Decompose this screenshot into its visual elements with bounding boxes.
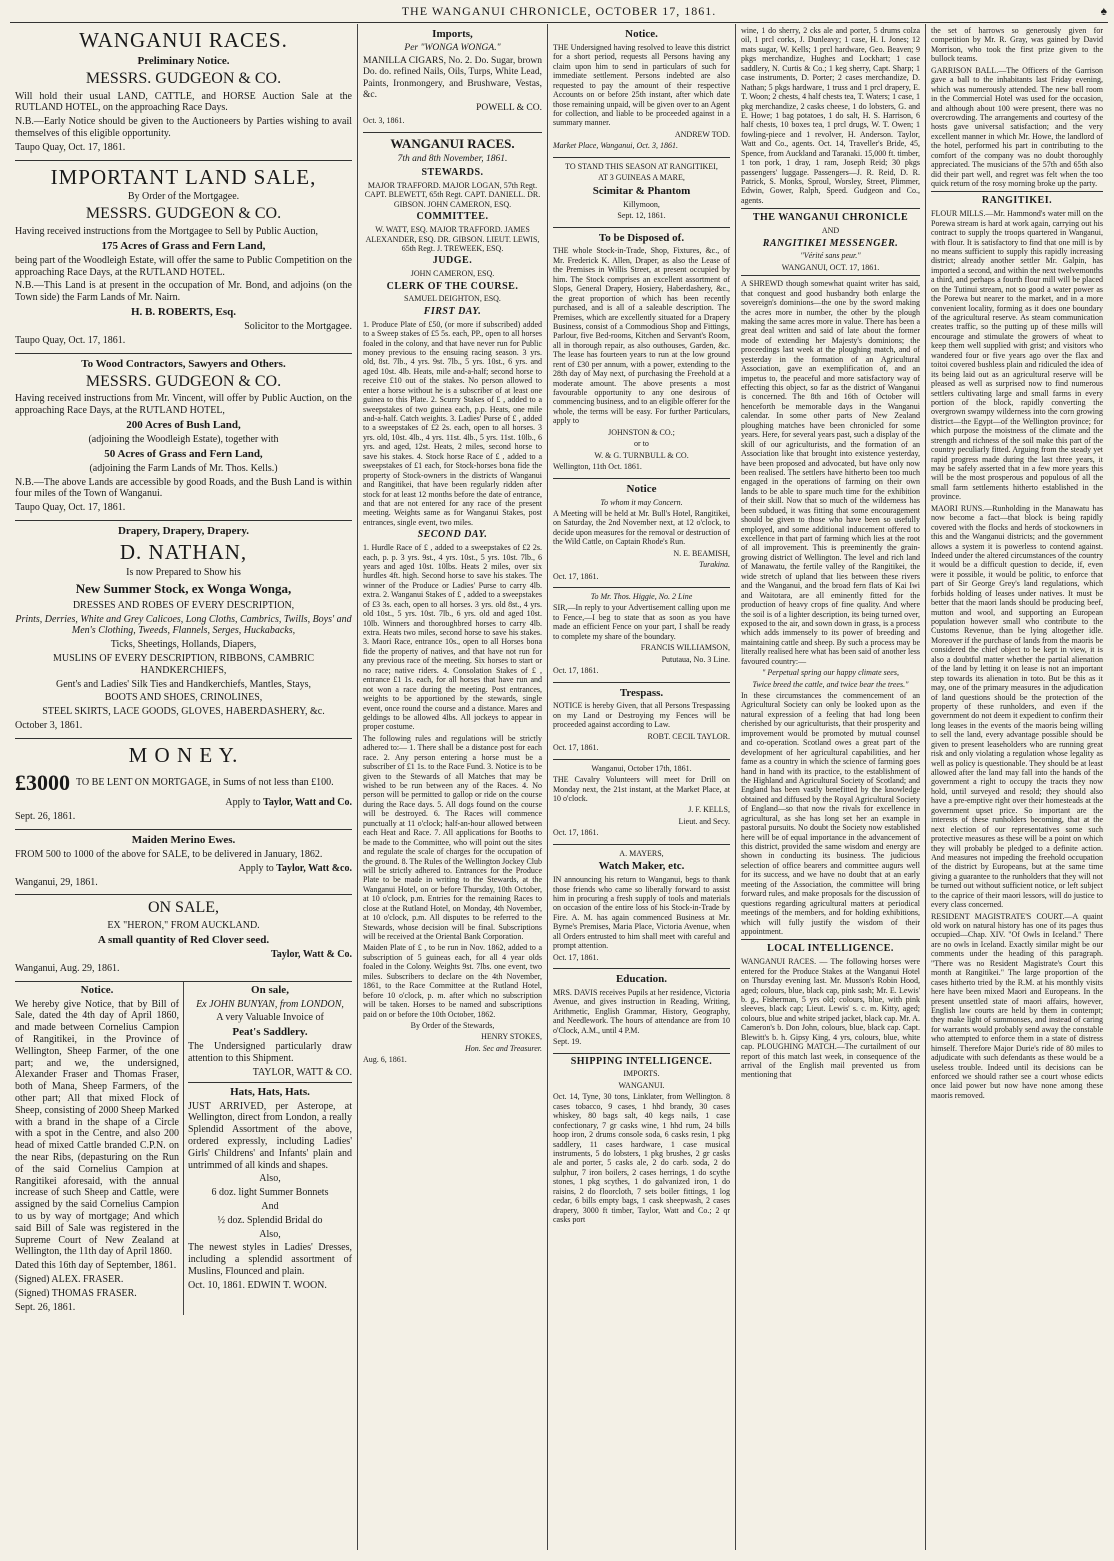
stewards-heading: STEWARDS. [421, 167, 484, 179]
hats-also2: Also, [259, 1228, 281, 1240]
editorial-body2: In these circumstances the commencement of an Agricultural Society can only be looked upon as the natural expression of a feeling that had long been cherished by our agriculturists, that their prosperity and improvement would be promoted by mutual counsel and co-operation. Scotland owes a great part of the development of her agricultural capabilities, and her fame as a country in which the science of farming goes hand in hand with its practice, to the establishment of the Highland and Agricultural Society of Scotland; and England has been vastly benefitted by the knowledge obtained and diffused by the Royal Agricultural Society of England—so that now the rivals for excellence in agricultural, as she has long set her an example in pastoral pursuits. No doubt the Society now established here will be of equal importance in the advancement of this district, provided the same wisdom and energy are shown in conducting its business. The judicious selection of office bearers and committee augurs well for its success, and we have no doubt that at an early meeting of the Association, the committee will bring forward rules, and make proposals for the discussion of questions regarding agricultural matters at periodical meetings of the members, and for holding exhibitions, which will fully justify the wisdom of their appointment. [741, 691, 920, 936]
wood-date: Taupo Quay, Oct. 17, 1861. [15, 502, 126, 514]
shipping-body: Oct. 14, Tyne, 30 tons, Linklater, from Wellington. 8 cases tobacco, 9 cases, 1 hhd brandy, 30 cases whiskey, 80 bags salt, 40 kegs nails, 1 case confectionary, 7 gr casks wine, 1 hhd rum, 24 bills hoop iron, 2 drums console soda, 6 casks resin, 1 pkg saddlery, 11 cases hardware, 1 case musical instruments, 5 do lobsters, 1 pkg brushes, 2 gr casks ale and porter, 5 casks ale, 2 do carb. soda, 2 do sulphur, 7 iron boilers, 2 cases herrings, 1 do scythe stones, 1 pkg scythes, 1 do galvanized iron, 1 do raisins, 2 do floorcloth, 7 sets boiler fittings, 1 log cedar, 6 bills empty bags, 1 cask sheepwash, 2 cases drapery, 3000 ft timber, Taylor, Watt and Co.; 2 qr casks port [553, 1092, 730, 1225]
merino-title: Maiden Merino Ewes. [131, 834, 236, 847]
land-sale-ad [15, 161, 352, 354]
rangitikei-heading: RANGITIKEI. [981, 195, 1053, 207]
races-firm: MESSRS. GUDGEON & CO. [85, 69, 282, 87]
editorial-masthead [741, 212, 920, 272]
merino-ad [15, 830, 352, 895]
race-programme [363, 136, 542, 1065]
cavalry-signer: J. F. KELLS, [688, 805, 730, 815]
wood-contractors-ad [15, 354, 352, 521]
masthead-title: THE WANGANUI CHRONICLE, OCTOBER 17, 1861. [401, 4, 717, 18]
editorial-poem-line1: " Perpetual spring our happy climate sees, [762, 668, 899, 678]
rules-body: The following rules and regulations will be strictly adhered to:— 1. There shall be a distance post for each race. 2. Any person entering a horse must be a subscriber of £1 1s. to the Race Fund. 3. Notice is to be given to the Stewards of all Matches that may be wished to be run between any of the Races. 4. No person will be permitted to gallop or ride on the course during the Race days. 5. All dogs found on the course will be destroyed. 6. The Races will commence punctually at 11 o'clock; half-an-hour allowed between each Heat and Race. 7. All applications for Booths to be made to the Committee, who will point out the sites and regulate the scale of charges for the occupation of the ground. 8. The Rules of the Wellington Jockey Club will be strictly adhered to. Entrances for the Produce Plate to be made in writing to the Stewards, at the Wanganui Hotel, on or before Thursday, 10th October, at 10 o'clock, p.m. Entries for the remaining Races to close at the Rutland Hotel, on Monday, 4th November, at 10 o'clock, p.m. All disputes to be referred to the Stewards, whose decision will be final. Subscriptions will be received at the Oriental Bank Corporation. [363, 733, 542, 941]
imports-body: MANILLA CIGARS, No. 2. Do. Sugar, brown Do. do. refined Nails, Oils, Turps, White Lead, Paints, Ironmongery, and Brushware, Vestas, &c. [363, 56, 542, 100]
cavalry-notice [553, 760, 730, 845]
onsale-title: ON SALE, [147, 899, 220, 917]
column-5 [926, 24, 1108, 1550]
drapery-l5: Gent's and Ladies' Silk Ties and Handkerchiefs, Mantles, Stays, [56, 678, 311, 690]
dispose-f2: W. & G. TURNBULL & CO. [594, 450, 689, 460]
land-sale-body: Having received instructions from the Mortgagee to Sell by Public Auction, [15, 226, 318, 238]
column-3 [548, 24, 736, 1550]
editorial-date: WANGANUI, OCT. 17, 1861. [781, 262, 880, 272]
land-sale-title: IMPORTANT LAND SALE, [50, 164, 317, 189]
cavalry-date: Oct. 17, 1861. [553, 828, 599, 838]
maiden-body: Maiden Plate of £ , to be run in Nov. 1862, added to a subscription of 5 guineas each, for all 4 year olds foaled in the Colony. Weights 9st. 7lbs. one event, two miles. Subscribers to declare on the 4th November, 1861, to the Race Committee at the Rutland Hotel, before 10 o'clock, p. m. after which no subscription will be taken. Horses to be named and subscriptions paid on or before the 10th October, 1862. [363, 943, 542, 1019]
editorial-masthead-title: THE WANGANUI CHRONICLE [752, 212, 909, 224]
tod-signer: ANDREW TOD. [674, 129, 730, 139]
day2-body: 1. Hurdle Race of £ , added to a sweepstakes of £2 2s. each, p. p. 3 yrs. 9st., 4 yrs. 10st., 5 yrs. 10st. 7lb., 6 years and aged 10st. 10lbs. Heats 2 miles, over six hurdles 4ft. high. Second horse to save his stakes. The winner of the Produce or Ladies' Purse to carry 4lb. extra. 2. Wanganui Stakes of £ , added to a sweepstakes of £3 3s. each, open to all horses. 3 yrs. old 8st., 4 yrs. old 10st., 5 yrs. 10st. 7lb., 6 yrs. old and aged 10st. 10lb. Winners and thoroughbred horses to carry 4lb. extra. Heats two miles, second horse to save his stakes. 3. Maori Race, entrance 10s., open to all Horses bona fide the property of natives, and that have not run for any previous race of the meeting. Six horses to start or no race; native riders. 4. Consolation Stakes of £ , entrance £1 1s. each, for all horses that have run and not won a race during the meeting. Post entrances, weights to be apportioned by the stewards, single event, once round the course and a distance. Mares and geldings to be allowed 4lbs. All jockeys to appear in proper costume. [363, 543, 542, 732]
editorial-masthead-and: AND [821, 226, 840, 236]
cavalry-heading: Wanganui, October 17th, 1861. [591, 763, 692, 773]
cattle-place: Turakina. [699, 560, 730, 570]
tod-date: Market Place, Wanganui, Oct. 3, 1861. [553, 141, 679, 151]
programme-date: Aug. 6, 1861. [363, 1055, 407, 1065]
onsale-body: A small quantity of Red Clover seed. [97, 934, 270, 947]
drapery-l7: STEEL SKIRTS, LACE GOODS, GLOVES, HABERDASHERY, &c. [42, 706, 325, 718]
editorial-poem-line2: Twice breed the cattle, and twice bear the trees." [752, 679, 909, 689]
watch-date: Oct. 17, 1861. [553, 952, 599, 962]
saddlery-hats-ads [183, 982, 352, 1316]
drapery-l1: DRESSES AND ROBES OF EVERY DESCRIPTION, [72, 599, 295, 611]
notice-dated: Dated this 16th day of September, 1861. [15, 1260, 177, 1272]
money-ad [15, 739, 352, 830]
editorial-body: A SHREWD though somewhat quaint writer has said, that conquest and good husbandry both enlarge the sovereign's dominions—the one by the sword making the acres more in number, the other by the plough making the same acres more in value. There has been a great deal written and said of late about the former mode of extending her Majesty's dominions; the proceedings last week at the ploughing match, and of yesterday in the formation of an Agricultural Association, gave an exemplification of, and an impetus to, the peaceful and more satisfactory way of effecting this object, so far as the district of Wanganui is concerned. The 8th and 16th of October will henceforth be memorable days in the Wanganui calendar. In some other parts of New Zealand ploughing matches have been chronicled for some years. Here, for several years past, such a display of the skill of our agriculturists, and the formation of an Association like that brought into existence yesterday, have been proposed and advocated, but have only now been realised. The settlers have hitherto been too much engaged in the operations of farming on their own lands to be able to spare much time for the exhibition of their skill. Now that so much of the wilderness has been subdued, it was fitting that some encouragement should be given to those who have been so usefully employed, and some additional inducement offered to excellence in that part of farming which lies at the root of all improvement. This is preeminently the grain-growing district of Wellington. The level and rich land of Manawatu, the fertile valley of the Rangitikei, the wide stretch of upland that lies between these rivers and the Wanganui, and the broad fern flats of Kai Iwi and Waitotara, are all eminently fitted for the production of heavy crops of fine quality. And where the soil is of a lighter description, its being turned over, exposed to the air, and sown down in grass, is a process which adds immensely to its power of breeding and maintaining cattle and sheep. By such a process may be literally realised here what has been said of another less favoured country:— [741, 279, 920, 666]
trespass-body: NOTICE is hereby Given, that all Persons Trespassing on my Land or Destroying my Fences will be proceeded against according to Law. [553, 701, 730, 730]
races-subtitle: Preliminary Notice. [137, 54, 230, 67]
garrison-ball-paragraph: GARRISON BALL.—The Officers of the Garrison gave a ball to the inhabitants last Friday evening, which was numerously attended. The new ball room in the Commercial Hotel was used for the occasion, and although about 100 were present, there was no overcrowding. The arrangements and courtesy of the hosts gave universal satisfaction; and the very excellent manner in which Mr. Howe, the landlord of the hotel, performed his part in contributing to the comfort of the company was no doubt thoroughly appreciated. The musicians of the 57th and 65th also did their part well, and regret was felt when the too quick return of the rosy morning broke up the party. [931, 65, 1103, 188]
harrows-paragraph: the set of harrows so generously given for competition by Mr. R. Gray, was gained by David Morrison, who took the first prize given to the bullock teams. [931, 26, 1103, 64]
page-marker: ♠ [1100, 4, 1108, 18]
local-intelligence-body: WANGANUI RACES. — The following horses were entered for the Produce Stakes at the Wanganui Hotel on Thursday evening last. Mr. Musson's Robin Hood, aged; colours, blue, black cap, pink sash; Mr. E. Lewis' b. g., Fisherman, 5 yrs old; colours, blue, with pink sleeves, black cap; Lieut. Lewis' s. c. m. Kitty, aged; colours, blue and white striped jacket, black cap. Mr. A. Cameron's b. Don John, colours, blue, black cap. Capt. Blewitt's b. h. Gipsy King, 4 yrs, colours, blue, white cap. PLOUGHING MATCH.—The curtailment of our report of this match last week, in consequence of the arrival of the English mail prevented us from mentioning that [741, 957, 920, 1080]
masthead [10, 4, 1108, 23]
watch-title: Watch Maker, etc. [598, 860, 685, 873]
education-ad [553, 969, 730, 1054]
drapery-ad [15, 521, 352, 739]
imports-firm: POWELL & CO. [476, 102, 542, 113]
trespass-ad [553, 683, 730, 760]
shipping-place: WANGANUI. [618, 1080, 665, 1090]
order-line: By Order of the Stewards, [410, 1020, 495, 1030]
hats-l1: 6 doz. light Summer Bonnets [211, 1187, 329, 1199]
imports-title: Imports, [432, 28, 473, 40]
committee-heading: COMMITTEE. [416, 211, 489, 223]
money-title: M O N E Y. [128, 742, 239, 767]
judge-heading: JUDGE. [432, 255, 473, 267]
races-title: WANGANUI RACES. [79, 28, 288, 52]
dispose-or: or to [634, 439, 649, 449]
onsale-ad [15, 895, 352, 981]
judge-name: JOHN CAMERON, ESQ. [410, 269, 495, 279]
saddlery-firm: TAYLOR, WATT & CO. [252, 1066, 352, 1078]
editorial-motto: "Vérité sans peur." [800, 251, 861, 261]
money-apply: Apply to [225, 797, 261, 809]
trespass-title: Trespass. [619, 686, 664, 699]
money-amount: £3000 [15, 769, 70, 795]
wood-body: Having received instructions from Mr. Vincent, will offer by Public Auction, on the approaching Race Days, at the RUTLAND HOTEL, [15, 393, 352, 417]
merino-date: Wanganui, 29, 1861. [15, 876, 98, 888]
notice-sig2: (Signed) THOMAS FRASER. [15, 1287, 137, 1299]
shipping-continued: wine, 1 do sherry, 2 cks ale and porter, 5 drums colza oil, 1 prcl corks, J. Dunleavy; 1 case, H. I. Jones; 12 mats sugar, W. Kells; 1 prcl hardware, Geo. Beaven; 9 pkgs merchandize, Hughes and Lockhart; 1 case saddlery, N. Curtis & Co.; 1 keg sherry, Capt. Sharp; 1 case instruments, D. Porter; 2 cases merchandize, D. Nathan; 5 pkgs hardware, 1 truss and 1 prcl drapery, E. T. Woon; 2 chests, 4 half chests tea, T. Waters; 1 case, 1 pkg merchandize, 2 casks cheese, 1 do lobsters, G. and E. Howe; 1 bag potatoes, 1 do salt, H. S. Harrison, 6 half chests, 10 boxes tea, 1 prcl drugs, W. T. Owen; 1 fowling-piece and 1 revolver, H. Anderson. Taylor, Watt and Co., agents. Oct. 14, Traveller's Bride, 45, Spence, from Auckland and Taranaki. 15,000 ft. timber, 1 ton pork, 1 dray, 1 ram, Joseph Reid; 30 pkgs passengers' luggage. Passengers—J. R. Reid, D. R. Patrick, S. Monks, Sproul, Worsley, Street, Plimmer, Edwin, Gower, Ralph, Speed. Gudgeon and Co., agents. [741, 26, 920, 205]
saddlery-ex: Ex JOHN BUNYAN, from LONDON, [196, 998, 344, 1010]
higgie-signer: FRANCIS WILLIAMSON, [640, 643, 730, 653]
notice-body: We hereby give Notice, that by Bill of Sale, dated the 4th day of April 1860, and made between Cornelius Campion of Rangitikei, in the Province of Wellington, Sheep Farmer, of the one part; and we, the undersigned, Alexander Fraser and Thomas Fraser, both of Mana, Sheep Farmers, of the other part; All that mixed Flock of Sheep, consisting of 2000 Sheep Marked with a brand in the shape of a Circle with a spot in the Centre, and also 200 head of mixed Cattle branded C.P.N. on the near Ribs, (depasturing on the Run of the said Cornelius Campion at Rangitikei aforesaid, with the annual increase of such Sheep and Cattle, were assigned by the said Cornelius Campion to us by way of mortgage; And which said Bill of Sale was registered in the Supreme Court of New Zealand at Wellington, the 11th day of April 1860. [15, 998, 179, 1258]
land-sale-date: Taupo Quay, Oct. 17, 1861. [15, 334, 126, 346]
watch-name: A. MAYERS, [619, 848, 664, 858]
wood-lot1: 200 Acres of Bush Land, [126, 418, 241, 431]
tod-body: THE Undersigned having resolved to leave this district for a short period, requests all Persons having any claim upon him to send in particulars of such for immediate settlement. Persons indebted are also requested to pay the amount of their respective Accounts on or before 25th instant, after which date those remaining unpaid, will be given over to an Agent for collection, and liable to be proceeded against in a summary manner. [553, 42, 730, 128]
cattle-signer: N. E. BEAMISH, [673, 548, 730, 558]
hats-body: JUST ARRIVED, per Asterope, at Wellington, direct from London, a really Splendid Assortment of the above, ordered expressly, including Ladies' Girls' Childrens' and Infants' plain and untrimmed of all kinds and shapes. [188, 1100, 352, 1171]
hats-signer: EDWIN T. WOON. [247, 1279, 327, 1291]
races-body: Will hold their usual LAND, CATTLE, and HORSE Auction Sale at the RUTLAND HOTEL, on the approaching Race Days. [15, 90, 352, 114]
dispose-f1: JOHNSTON & CO.; [608, 427, 675, 437]
wood-lot2: 50 Acres of Grass and Fern Land, [104, 447, 263, 460]
tod-title: Notice. [625, 28, 658, 40]
land-sale-by: By Order of the Mortgagee. [127, 191, 240, 203]
drapery-prep: Is now Prepared to Show his [126, 566, 241, 578]
magistrate-court-paragraph: RESIDENT MAGISTRATE'S COURT.—A quaint old work on natural history has one of its pages thus occupied—Chap. XIV. "Of Owls in Iceland." There are no owls in Iceland. Exactly similar might be our comments under the heading of this paragraph. "There was no Resident Magistrate's Court this month at Rangitikei." The large proportion of the cases hitherto tried by the R.M. at his monthly visits here have been mixed Maori and Europeans. In the present unsettled state of maori affairs, however, English law courts are held by them in contempt; they make light of summonses, and instead of caring for warrants would probably send away the constable who attempted to enforce them in a state of distress himself. Therefore Major Durie's ride of 80 miles to adjudicate with such defendants as these would be a useless trouble. Indeed until its decisions can be enforced we should rather see a court whose edicts once laid power but now have none among these maoris removed. [931, 911, 1103, 1100]
editorial-masthead-title2: RANGITIKEI MESSENGER. [762, 237, 899, 249]
stud-place: Killymoon, [623, 199, 660, 209]
education-title: Education. [615, 973, 668, 986]
merino-body: FROM 500 to 1000 of the above for SALE, to be delivered in January, 1862. [15, 849, 323, 861]
hats-title: Hats, Hats, Hats. [230, 1085, 310, 1098]
notice-sig1: (Signed) ALEX. FRASER. [15, 1273, 124, 1285]
local-intelligence-heading: LOCAL INTELLIGENCE. [767, 943, 894, 955]
onsale-firm: Taylor, Watt & Co. [270, 949, 352, 961]
land-sale-signer: H. B. ROBERTS, Esq. [130, 305, 237, 318]
clerk-heading: CLERK OF THE COURSE. [386, 280, 519, 292]
land-sale-firm: MESSRS. GUDGEON & CO. [85, 205, 282, 223]
column-4 [736, 24, 926, 1550]
drapery-l2: Prints, Derries, White and Grey Calicoes, Long Cloths, Cambrics, Twills, Boys' and Men's Clothing, Tweeds, Flannels, Serges, Huckabacks, [15, 613, 352, 637]
imports-date: Oct. 3, 1861. [363, 116, 405, 126]
higgie-date: Oct. 17, 1861. [553, 666, 599, 676]
stud-ad [553, 158, 730, 228]
shipping-sub: IMPORTS. [623, 1069, 660, 1079]
stud-date: Sept. 12, 1861. [617, 211, 666, 221]
wood-firm: MESSRS. GUDGEON & CO. [85, 372, 282, 390]
saddlery-title: On sale, [251, 983, 289, 996]
onsale-ex: EX "HERON," FROM AUCKLAND. [107, 920, 260, 932]
cavalry-body: THE Cavalry Volunteers will meet for Drill on Monday next, the 21st instant, at the Market Place, at 10 o'clock. [553, 775, 730, 803]
wood-title: To Wood Contractors, Sawyers and Others. [81, 357, 286, 370]
hats-l2: ½ doz. Splendid Bridal do [217, 1214, 323, 1226]
cattle-title: Notice [626, 482, 657, 495]
stud-sub: AT 3 GUINEAS A MARE, [598, 173, 685, 183]
column-1 [10, 24, 358, 1550]
drapery-stock: New Summer Stock, ex Wonga Wonga, [75, 581, 292, 597]
tod-notice [553, 24, 730, 158]
money-text: TO BE LENT ON MORTGAGE, in Sums of not less than £100. [76, 776, 334, 788]
money-firm: Taylor, Watt and Co. [263, 797, 352, 809]
imports-per: Per "WONGA WONGA." [404, 42, 501, 53]
cattle-body: A Meeting will be held at Mr. Bull's Hotel, Rangitikei, on Saturday, the 2nd November next, at 12 o'clock, to decide upon measures for the removal or destruction of the Wild Cattle, on Captain Rhode's Run. [553, 508, 730, 547]
programme-title: WANGANUI RACES. [390, 135, 515, 151]
stewards-list: MAJOR TRAFFORD. MAJOR LOGAN, 57th Regt. CAPT. BLEWETT, 65th Regt. CAPT. DANIELL. DR. GIBSON. JOHN CAMERON, ESQ. [364, 180, 541, 209]
wood-lot2b: (adjoining the Farm Lands of Mr. Thos. Kells.) [89, 462, 278, 474]
stud-heading: TO STAND THIS SEASON AT RANGITIKEI, [565, 161, 718, 171]
higgie-body: SIR,—In reply to your Advertisement calling upon me to Fence,—I beg to state that as soon as you have made an efficient Fence on your part, I shall be ready to complete my share of the boundary. [553, 603, 730, 641]
saddlery-body: The Undersigned particularly draw attention to this Shipment. [188, 1041, 352, 1064]
merino-firm: Taylor, Watt &co. [276, 862, 352, 874]
trespass-date: Oct. 17, 1861. [553, 743, 599, 753]
land-sale-body2: being part of the Woodleigh Estate, will offer the same to Public Competition on the approaching Race Days, at the RUTLAND HOTEL. [15, 254, 352, 278]
dispose-place: Wellington, [553, 462, 591, 472]
day2-heading: SECOND DAY. [417, 529, 488, 541]
shipping-title: SHIPPING INTELLIGENCE. [570, 1055, 713, 1067]
watchmaker-ad [553, 845, 730, 969]
committee-list: W. WATT, ESQ. MAJOR TRAFFORD. JAMES ALEXANDER, ESQ. DR. GIBSON. LIEUT. LEWIS, 65th Regt. J. TREWEEK, ESQ. [365, 225, 540, 253]
hats-l3: The newest styles in Ladies' Dresses, including a splendid assortment of Muslins, Flounced and plain. [188, 1242, 352, 1277]
stud-name: Scimitar & Phantom [592, 184, 691, 197]
dispose-title: To be Disposed of. [598, 231, 685, 244]
onsale-date: Wanganui, Aug. 29, 1861. [15, 962, 120, 974]
education-body: MRS. DAVIS receives Pupils at her residence, Victoria Avenue, and gives instruction in Reading, Writing, Arithmetic, English Grammar, History, Geography, and Needlework. The hours of attendance are from 10 o'Clock, A.M., until 4 P.M. [553, 988, 730, 1035]
education-date: Sept. 19. [553, 1037, 582, 1047]
saddlery-name: Peat's Saddlery. [232, 1026, 308, 1039]
higgie-heading: To Mr. Thos. Higgie, No. 2 Line [590, 592, 693, 601]
drapery-l6: BOOTS AND SHOES, CRINOLINES, [104, 692, 263, 704]
day1-body: 1. Produce Plate of £50, (or more if subscribed) added to a Sweep stakes of £5 5s. each, PP., open to all horses foaled in the colony, and that have never run for Public money previous to the ensuing racing season. 3 yrs. old, 8st. 7lb., 4 yrs. 9st. 7lb., 5 yrs. 10st., 6 yrs. and aged 10st. 4lb. Heats, mile and-a-half; second horse to receive £10 out of the stakes. No person allowed to enter a horse without he is a subscriber of at least one guinea to this Plate. 2. Scurry Stakes of £ , added to a sweepstakes of two guinea each, p.p. Heats, one mile and-a-half. Catch weights. 3. Ladies' Purse of £ , added to a sweepstakes of £2 2s. each, open to all horses. 3 yrs. old, 10st. 4lb., 4 yrs. 11st. 4lb., 5 yrs. 11st. 10lb., 6 yrs. and aged, 12st. Heats, 2 miles, second horse to save his stakes. 4. Stock horse Race of £ , added to a sweepstakes of £1 each, for Stock-horses bona fide the property of Stock-owners in the districts of Wanganui and Rangitikei, that have been regularly ridden after stock for at least 12 months before the date of entrance, and that are not entered for any race of the present meeting. Weights same as for Wanganui Stakes, post entrances, single event, two miles. [363, 319, 542, 527]
races-auction-ad [15, 24, 352, 161]
dispose-ad [553, 228, 730, 479]
drapery-l4: MUSLINS OF EVERY DESCRIPTION, RIBBONS, CAMBRIC HANDKERCHIEFS, [52, 652, 315, 676]
hats-date: Oct. 10, 1861. [188, 1279, 245, 1291]
maori-runs-paragraph: MAORI RUNS.—Runholding in the Manawatu has now become a fact—that block is being rapidly covered with the flocks and herds of stockowners in this and the Wanganui districts; and the government allows a system it is powerless to contend against. Indeed under the altered circumstances of the country it would be a difficult question to decide, if, even were it possible, it would be politic, to enforce that part of Sir George Grey's land regulations, which forbids holding of leases under natives. It must be better that the maori lands should be producing beef, mutton and wool, and supporting an European population however small who contribute to the Customs Revenue, than be lying altogether idle. Moreover if the purchase of lands from the maoris be considered the chief object to be kept in view, it is also a doubtful matter whether the partial alienation of the land by letting it on lease is not an important step towards its alienation in toto. But be this as it may, one of the primary measures in the adjudication of land questions should be the protection of the property of these runholders, and even if the government do not deem it expedient to confirm their long leases in the events of the maoris being willing to sell the land, every advantage possible should be given to present leaseholders who are running great risk and only violating a regulation whose legality as well as policy is questionable. They should be at least allowed after the land may fall into the hands of the government a right to occupy the tracts they now hold, until surveyed and resold; they should also have a pre-emptive right over their homesteads at the government upset price. So important are the interests of these runholders becoming, that at the next election of our representatives some such protective measures as these will be a point on which they will probably be pledged to a definite action. And measures not impeding the freehold occupation of the district by Europeans, but at the same time giving a guarantee to the runholders that they will not be turned out without sufficient notice, or left subject to the caprice of their maori lessors, will do justice to every class concerned. [931, 503, 1103, 910]
watch-body: IN announcing his return to Wanganui, begs to thank those friends who came so liberally forward to assist him in procuring a fresh supply of tools and materials on occasion of the entire loss of his Stock-in-Trade by Fire. A. M. has again commenced Business at Mr. Byrne's Premises, Maria Place, Victoria Avenue, when all Orders entrusted to him shall meet with careful and prompt attention. [553, 875, 730, 951]
clerk-name: SAMUEL DEIGHTON, ESQ. [404, 294, 501, 304]
hats-also: Also, [259, 1173, 281, 1185]
notice-date: Sept. 26, 1861. [15, 1301, 76, 1313]
wood-lot1b: (adjoining the Woodleigh Estate), together with [88, 433, 279, 445]
programme-role: Hon. Sec and Treasurer. [465, 1043, 542, 1053]
programme-signer: HENRY STOKES, [481, 1032, 542, 1042]
races-date: Taupo Quay, Oct. 17, 1861. [15, 141, 126, 153]
higgie-letter [553, 588, 730, 683]
dispose-date: 11th Oct. 1861. [592, 462, 642, 472]
column-2 [358, 24, 548, 1550]
money-date: Sept. 26, 1861. [15, 811, 76, 823]
hats-and: And [261, 1200, 279, 1212]
land-sale-lot: 175 Acres of Grass and Fern Land, [101, 239, 266, 252]
land-sale-nb: N.B.—This Land is at present in the occupation of Mr. Bond, and adjoins (on the Town side) the Farm Lands of Mr. Nairn. [15, 280, 352, 304]
imports-ad [363, 24, 542, 133]
cavalry-role: Lieut. and Secy. [678, 816, 730, 826]
drapery-name: D. NATHAN, [119, 539, 248, 564]
land-sale-role: Solicitor to the Mortgagee. [244, 320, 352, 332]
drapery-date: October 3, 1861. [15, 719, 83, 731]
races-nb: N.B.—Early Notice should be given to the Auctioneers by Parties wishing to avail themselves of this eligible opportunity. [15, 116, 352, 139]
cattle-date: Oct. 17, 1861. [553, 571, 599, 581]
wood-nb: N.B.—The above Lands are accessible by good Roads, and the Bush Land is within four miles of the Town of Wanganui. [15, 476, 352, 500]
dispose-body: THE whole Stock-in-Trade, Shop, Fixtures, &c., of Mr. Frederick K. Allen, Draper, as also the Lease of the Premises in Willis Street, at present occupied by him. The Stock comprises an excellent assortment of Slops, General Drapery, Hosiery, Haberdashery, &c., the great proportion of which has been recently purchased, and is all of a saleable description. The Premises, which are excellently situated for a Drapery Business, consist of a Commodious Shop and Fittings, Parlour, five Bed-rooms, Kitchen and Servant's Room, all in thorough repair, as also outhouses, Garden, &c. The lease has fourteen years to run at the low ground rent of £30 per annum, with a power, extending to the 28th day of May next, of purchasing the Freehold at a moderate amount. The above presents a most favourable opportunity to any one desirous of commencing business, and to an eligible offerer for the whole, the terms will be easy. For further Particulars, apply to [553, 246, 730, 426]
drapery-l3: Ticks, Sheetings, Hollands, Diapers, [110, 639, 257, 651]
higgie-place: Pututaua, No. 3 Line. [661, 654, 730, 664]
flour-mills-paragraph: FLOUR MILLS.—Mr. Hammond's water mill on the Porewa stream is hard at work again, carrying out his contract to supply the troops quartered in Wanganui, with flour. It is satisfactory to find that one mill is by no means sufficient to supply this rapidly increasing district; already another settler Mr. Galpin, has imported a second, and within the next twelvemonths a third, and perhaps a fourth flour mill will be placed on the Tutinui stream, not so good a water power as the Porewa but nearer to the market, and in a more convenient locality, forming as it does one boundary of the agricultural reserve. As steam communication creates traffic, so the putting up of these mills will encourage and stimulate the growers of wheat to keep them well supplied with grist; and visitors who wandered four or five years ago over the flax and toitoi covered bushless plain and ridiculed the idea of its being laid out as an agricultural reserve will be pleased as well as surprised now to find numerous settlers cultivating large and small farms in every portion of the block, rapidly converting the overgrown swampy wilderness into the corn growing district—the Egypt—of the Wellington province; for which purpose the moistness of the climate and the strength and richness of the soil make this part of the country peculiarly fitted. Arguing from the steady yet rapid progress made during the last three years, it may be safely asserted that in a few more years this will be the most prosperous and populous of all the small farm settlements hitherto established in the province. [931, 209, 1103, 502]
programme-dates: 7th and 8th November, 1861. [397, 153, 508, 164]
day1-heading: FIRST DAY. [423, 305, 482, 317]
cattle-sub: To whom it may Concern. [600, 497, 683, 507]
trespass-signer: ROBT. CECIL TAYLOR. [647, 731, 730, 741]
merino-apply: Apply to [238, 862, 274, 874]
bill-of-sale-notice [15, 982, 179, 1316]
drapery-title: Drapery, Drapery, Drapery. [117, 524, 250, 537]
cattle-notice [553, 479, 730, 588]
shipping-section [553, 1056, 730, 1225]
saddlery-sub: A very Valuable Invoice of [216, 1012, 324, 1024]
notice-title: Notice. [80, 983, 114, 996]
